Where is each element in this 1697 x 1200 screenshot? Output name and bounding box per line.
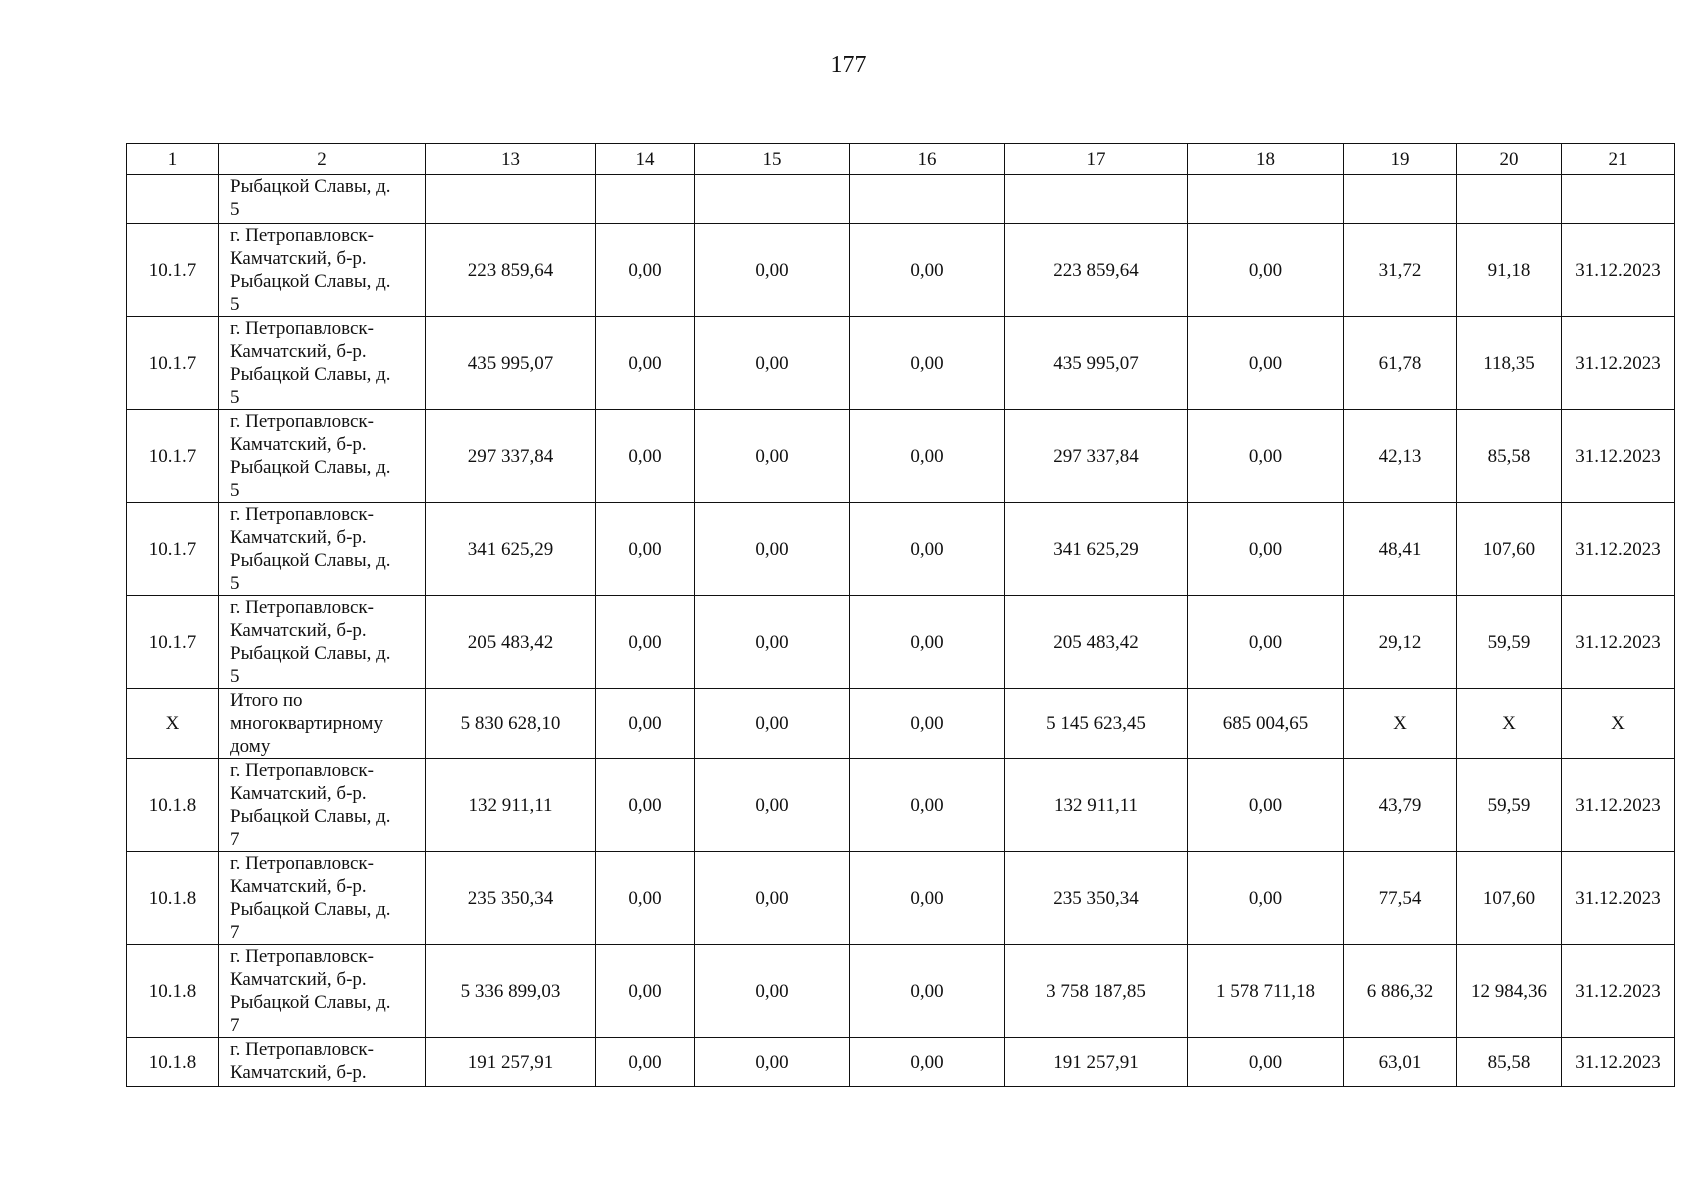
cell-col-address: г. Петропавловск- Камчатский, б-р. Рыбацкой Славы, д. 7 bbox=[219, 945, 426, 1038]
cell-col-20 bbox=[1457, 175, 1562, 224]
cell-col-21: 31.12.2023 bbox=[1562, 945, 1675, 1038]
cell-col-19: X bbox=[1344, 689, 1457, 759]
cell-col-18: 0,00 bbox=[1188, 596, 1344, 689]
table-row bbox=[127, 175, 1675, 224]
cell-col-19: 6 886,32 bbox=[1344, 945, 1457, 1038]
cell-col-19: 31,72 bbox=[1344, 224, 1457, 317]
cell-col-address: г. Петропавловск- Камчатский, б-р. Рыбацкой Славы, д. 5 bbox=[219, 317, 426, 410]
cell-col-20: 107,60 bbox=[1457, 852, 1562, 945]
cell-col-num: 10.1.7 bbox=[127, 596, 219, 689]
cell-col-20: 91,18 bbox=[1457, 224, 1562, 317]
cell-col-17: 235 350,34 bbox=[1005, 852, 1188, 945]
cell-col-address: Итого по многоквартирному дому bbox=[219, 689, 426, 759]
cell-col-17: 5 145 623,45 bbox=[1005, 689, 1188, 759]
table-row bbox=[127, 596, 1675, 689]
cell-col-13: 435 995,07 bbox=[426, 317, 596, 410]
cell-col-15: 0,00 bbox=[695, 317, 850, 410]
cell-col-num bbox=[127, 175, 219, 224]
cell-col-20: 12 984,36 bbox=[1457, 945, 1562, 1038]
cell-col-16: 0,00 bbox=[850, 596, 1005, 689]
cell-col-15: 0,00 bbox=[695, 224, 850, 317]
table-row bbox=[127, 689, 1675, 759]
cell-col-18: 0,00 bbox=[1188, 224, 1344, 317]
table-row bbox=[127, 224, 1675, 317]
cell-col-15: 0,00 bbox=[695, 596, 850, 689]
cell-col-address: г. Петропавловск- Камчатский, б-р. Рыбацкой Славы, д. 5 bbox=[219, 410, 426, 503]
header-cell-col-15: 15 bbox=[695, 144, 850, 175]
cell-col-16: 0,00 bbox=[850, 317, 1005, 410]
cell-col-14: 0,00 bbox=[596, 224, 695, 317]
cell-col-14: 0,00 bbox=[596, 1038, 695, 1087]
cell-col-14: 0,00 bbox=[596, 410, 695, 503]
table-row bbox=[127, 759, 1675, 852]
cell-col-19: 63,01 bbox=[1344, 1038, 1457, 1087]
cell-col-21: 31.12.2023 bbox=[1562, 852, 1675, 945]
table-row bbox=[127, 410, 1675, 503]
cell-col-num: 10.1.8 bbox=[127, 945, 219, 1038]
cell-col-num: 10.1.8 bbox=[127, 852, 219, 945]
cell-col-16: 0,00 bbox=[850, 224, 1005, 317]
cell-col-13: 223 859,64 bbox=[426, 224, 596, 317]
table-row bbox=[127, 945, 1675, 1038]
cell-col-14: 0,00 bbox=[596, 852, 695, 945]
cell-col-18: 0,00 bbox=[1188, 1038, 1344, 1087]
header-cell-col-address: 2 bbox=[219, 144, 426, 175]
header-cell-col-17: 17 bbox=[1005, 144, 1188, 175]
cell-col-18: 0,00 bbox=[1188, 317, 1344, 410]
cell-col-15: 0,00 bbox=[695, 410, 850, 503]
cell-col-19: 61,78 bbox=[1344, 317, 1457, 410]
table-row bbox=[127, 317, 1675, 410]
cell-col-20: 118,35 bbox=[1457, 317, 1562, 410]
header-cell-col-13: 13 bbox=[426, 144, 596, 175]
cell-col-20: 85,58 bbox=[1457, 1038, 1562, 1087]
cell-col-21: 31.12.2023 bbox=[1562, 410, 1675, 503]
cell-col-address: г. Петропавловск- Камчатский, б-р. Рыбацкой Славы, д. 7 bbox=[219, 759, 426, 852]
cell-col-21 bbox=[1562, 175, 1675, 224]
cell-col-19: 29,12 bbox=[1344, 596, 1457, 689]
cell-col-num: 10.1.7 bbox=[127, 317, 219, 410]
cell-col-21: 31.12.2023 bbox=[1562, 224, 1675, 317]
cell-col-20: 59,59 bbox=[1457, 759, 1562, 852]
cell-col-num: 10.1.7 bbox=[127, 410, 219, 503]
table-row bbox=[127, 1038, 1675, 1087]
cell-col-address: г. Петропавловск- Камчатский, б-р. Рыбацкой Славы, д. 5 bbox=[219, 503, 426, 596]
cell-col-20: 59,59 bbox=[1457, 596, 1562, 689]
cell-col-13: 205 483,42 bbox=[426, 596, 596, 689]
cell-col-address: г. Петропавловск- Камчатский, б-р. Рыбацкой Славы, д. 5 bbox=[219, 596, 426, 689]
cell-col-19: 48,41 bbox=[1344, 503, 1457, 596]
cell-col-16: 0,00 bbox=[850, 689, 1005, 759]
cell-col-address: Рыбацкой Славы, д. 5 bbox=[219, 175, 426, 224]
cell-col-19: 43,79 bbox=[1344, 759, 1457, 852]
cell-col-16: 0,00 bbox=[850, 503, 1005, 596]
header-cell-col-14: 14 bbox=[596, 144, 695, 175]
table-header-row bbox=[127, 144, 1675, 175]
cell-col-17 bbox=[1005, 175, 1188, 224]
cell-col-19 bbox=[1344, 175, 1457, 224]
cell-col-17: 3 758 187,85 bbox=[1005, 945, 1188, 1038]
cell-col-15: 0,00 bbox=[695, 852, 850, 945]
cell-col-17: 205 483,42 bbox=[1005, 596, 1188, 689]
cell-col-13 bbox=[426, 175, 596, 224]
page-number: 177 bbox=[830, 52, 867, 78]
cell-col-20: X bbox=[1457, 689, 1562, 759]
cell-col-14 bbox=[596, 175, 695, 224]
cell-col-21: X bbox=[1562, 689, 1675, 759]
cell-col-18: 0,00 bbox=[1188, 503, 1344, 596]
cell-col-15: 0,00 bbox=[695, 503, 850, 596]
cell-col-18: 1 578 711,18 bbox=[1188, 945, 1344, 1038]
cell-col-14: 0,00 bbox=[596, 689, 695, 759]
cell-col-21: 31.12.2023 bbox=[1562, 759, 1675, 852]
cell-col-14: 0,00 bbox=[596, 759, 695, 852]
cell-col-18 bbox=[1188, 175, 1344, 224]
cell-col-num: 10.1.7 bbox=[127, 224, 219, 317]
cell-col-num: 10.1.8 bbox=[127, 1038, 219, 1087]
cell-col-21: 31.12.2023 bbox=[1562, 503, 1675, 596]
cell-col-13: 297 337,84 bbox=[426, 410, 596, 503]
cell-col-17: 132 911,11 bbox=[1005, 759, 1188, 852]
cell-col-num: 10.1.8 bbox=[127, 759, 219, 852]
cell-col-21: 31.12.2023 bbox=[1562, 596, 1675, 689]
cell-col-16: 0,00 bbox=[850, 945, 1005, 1038]
cell-col-16 bbox=[850, 175, 1005, 224]
cell-col-15: 0,00 bbox=[695, 759, 850, 852]
cell-col-17: 297 337,84 bbox=[1005, 410, 1188, 503]
header-cell-col-19: 19 bbox=[1344, 144, 1457, 175]
cell-col-16: 0,00 bbox=[850, 410, 1005, 503]
cell-col-14: 0,00 bbox=[596, 317, 695, 410]
cell-col-16: 0,00 bbox=[850, 759, 1005, 852]
cell-col-18: 0,00 bbox=[1188, 759, 1344, 852]
cell-col-address: г. Петропавловск- Камчатский, б-р. Рыбацкой Славы, д. 7 bbox=[219, 852, 426, 945]
cell-col-15: 0,00 bbox=[695, 1038, 850, 1087]
cell-col-19: 77,54 bbox=[1344, 852, 1457, 945]
cell-col-15: 0,00 bbox=[695, 689, 850, 759]
cell-col-13: 5 336 899,03 bbox=[426, 945, 596, 1038]
cell-col-16: 0,00 bbox=[850, 852, 1005, 945]
table-row bbox=[127, 852, 1675, 945]
header-cell-col-num: 1 bbox=[127, 144, 219, 175]
cell-col-21: 31.12.2023 bbox=[1562, 1038, 1675, 1087]
cell-col-13: 191 257,91 bbox=[426, 1038, 596, 1087]
cell-col-num: X bbox=[127, 689, 219, 759]
cell-col-17: 435 995,07 bbox=[1005, 317, 1188, 410]
header-cell-col-16: 16 bbox=[850, 144, 1005, 175]
cell-col-15 bbox=[695, 175, 850, 224]
header-cell-col-20: 20 bbox=[1457, 144, 1562, 175]
cell-col-17: 223 859,64 bbox=[1005, 224, 1188, 317]
cell-col-14: 0,00 bbox=[596, 503, 695, 596]
cell-col-num: 10.1.7 bbox=[127, 503, 219, 596]
cell-col-14: 0,00 bbox=[596, 945, 695, 1038]
cell-col-18: 0,00 bbox=[1188, 852, 1344, 945]
cell-col-address: г. Петропавловск- Камчатский, б-р. bbox=[219, 1038, 426, 1087]
table-row bbox=[127, 503, 1675, 596]
cell-col-20: 107,60 bbox=[1457, 503, 1562, 596]
header-cell-col-21: 21 bbox=[1562, 144, 1675, 175]
cell-col-20: 85,58 bbox=[1457, 410, 1562, 503]
cell-col-13: 341 625,29 bbox=[426, 503, 596, 596]
cell-col-13: 235 350,34 bbox=[426, 852, 596, 945]
header-cell-col-18: 18 bbox=[1188, 144, 1344, 175]
cell-col-17: 191 257,91 bbox=[1005, 1038, 1188, 1087]
cell-col-15: 0,00 bbox=[695, 945, 850, 1038]
cell-col-18: 0,00 bbox=[1188, 410, 1344, 503]
cell-col-19: 42,13 bbox=[1344, 410, 1457, 503]
cell-col-21: 31.12.2023 bbox=[1562, 317, 1675, 410]
cell-col-13: 5 830 628,10 bbox=[426, 689, 596, 759]
cell-col-17: 341 625,29 bbox=[1005, 503, 1188, 596]
cell-col-14: 0,00 bbox=[596, 596, 695, 689]
cell-col-13: 132 911,11 bbox=[426, 759, 596, 852]
cell-col-18: 685 004,65 bbox=[1188, 689, 1344, 759]
cell-col-address: г. Петропавловск- Камчатский, б-р. Рыбацкой Славы, д. 5 bbox=[219, 224, 426, 317]
cell-col-16: 0,00 bbox=[850, 1038, 1005, 1087]
data-table bbox=[126, 143, 1675, 1087]
